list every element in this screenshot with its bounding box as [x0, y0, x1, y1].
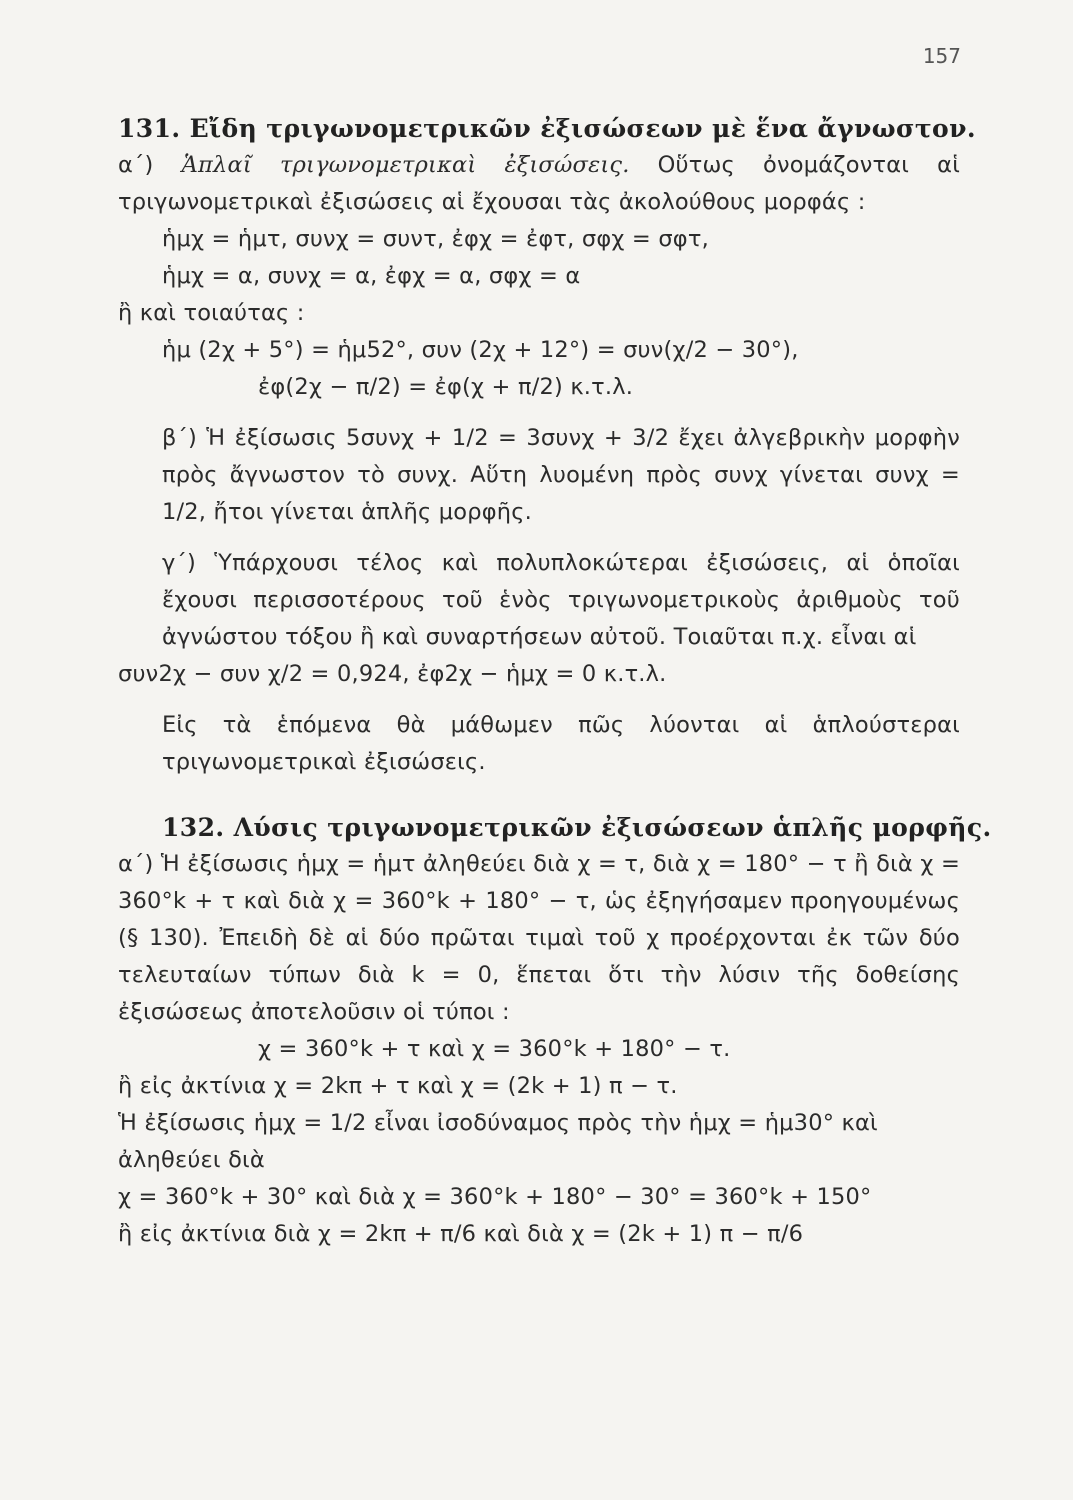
paragraph-132-a: α΄) Ἡ ἐξίσωσις ἡμχ = ἡμτ ἀληθεύει διὰ χ = τ, διὰ χ = 180° − τ ἢ διὰ χ = 360°k + τ καὶ διὰ χ = 360°k + 180° − τ, ὡς ἐξηγήσαμεν προηγουμένως (§ 130). Ἐπειδὴ δὲ αἱ δύο πρῶται τιμαὶ τοῦ χ προέρχονται ἐκ τῶν δύο τελευταίων τύπων διὰ k = 0, ἕπεται ὅτι τὴν λύσιν τῆς δοθείσης ἐξισώσεως ἀποτελοῦσιν οἱ τύποι :	[118, 851, 960, 1025]
equation-line-4: ἐφ(2χ − π/2) = ἐφ(χ + π/2) κ.τ.λ.	[258, 374, 634, 400]
formula-line-1: χ = 360°k + τ καὶ χ = 360°k + 180° − τ.	[258, 1036, 731, 1062]
paragraph-131-b: β΄) Ἡ ἐξίσωσις 5συνχ + 1/2 = 3συνχ + 3/2 ἔχει ἀλγεβρικὴν μορφὴν πρὸς ἄγνωστον τὸ συνχ. Αὕτη λυομένη πρὸς συνχ γίνεται συνχ = 1/2, ἤτοι γίνεται ἁπλῆς μορφῆς.	[162, 425, 960, 525]
item-a-label: α΄)	[118, 152, 182, 178]
page-number: 157	[922, 44, 961, 68]
equation-line-5: συν2χ − συν χ/2 = 0,924, ἐφ2χ − ἡμχ = 0 κ.τ.λ.	[118, 661, 667, 687]
example-text: Ἡ ἐξίσωσις ἡμχ = 1/2 εἶναι ἰσοδύναμος πρὸς τὴν ἡμχ = ἡμ30° καὶ	[118, 1110, 878, 1136]
paragraph-131-next: Εἰς τὰ ἑπόμενα θὰ μάθωμεν πῶς λύονται αἱ ἁπλούστεραι τριγωνομετρικαὶ ἐξισώσεις.	[162, 712, 960, 775]
or-such-text: ἢ καὶ τοιαύτας :	[118, 300, 305, 326]
formula-line-4: ἢ εἰς ἀκτίνια διὰ χ = 2kπ + π/6 καὶ διὰ χ = (2k + 1) π − π/6	[118, 1221, 804, 1247]
holds-for-text: ἀληθεύει διὰ	[118, 1147, 265, 1173]
paragraph-131-c: γ΄) Ὑπάρχουσι τέλος καὶ πολυπλοκώτεραι ἐξισώσεις, αἱ ὁποῖαι ἔχουσι περισσοτέρους τοῦ ἑνὸς τριγωνομετρικοὺς ἀριθμοὺς τοῦ ἀγνώστου τόξου ἢ καὶ συναρτήσεων αὐτοῦ. Τοιαῦται π.χ. εἶναι αἱ	[162, 550, 960, 650]
paragraph-131-a	[118, 147, 960, 221]
equation-line-2: ἡμχ = α, συνχ = α, ἐφχ = α, σφχ = α	[162, 263, 581, 289]
equation-line-3: ἡμ (2χ + 5°) = ἡμ52°, συν (2χ + 12°) = συν(χ/2 − 30°),	[162, 337, 799, 363]
section-131-heading: 131. Εἴδη τριγωνομετρικῶν ἐξισώσεων μὲ ἕνα ἄγνωστον.	[118, 114, 976, 143]
section-132-heading: 132. Λύσις τριγωνομετρικῶν ἐξισώσεων ἁπλῆς μορφῆς.	[162, 813, 992, 842]
formula-line-2: ἢ εἰς ἀκτίνια χ = 2kπ + τ καὶ χ = (2k + 1) π − τ.	[118, 1073, 678, 1099]
page-body	[118, 110, 992, 1253]
formula-line-3: χ = 360°k + 30° καὶ διὰ χ = 360°k + 180° − 30° = 360°k + 150°	[118, 1184, 872, 1210]
item-a-title: Ἁπλαῖ τριγωνομετρικαὶ ἐξισώσεις.	[181, 152, 630, 178]
item-a-text: Οὕτως ὀνομάζονται αἱ τριγωνομετρικαὶ ἐξισώσεις αἱ ἔχουσαι τὰς ἀκολούθους μορφάς :	[118, 152, 961, 215]
equation-line-1: ἡμχ = ἡμτ, συνχ = συντ, ἐφχ = ἐφτ, σφχ = σφτ,	[162, 226, 709, 252]
